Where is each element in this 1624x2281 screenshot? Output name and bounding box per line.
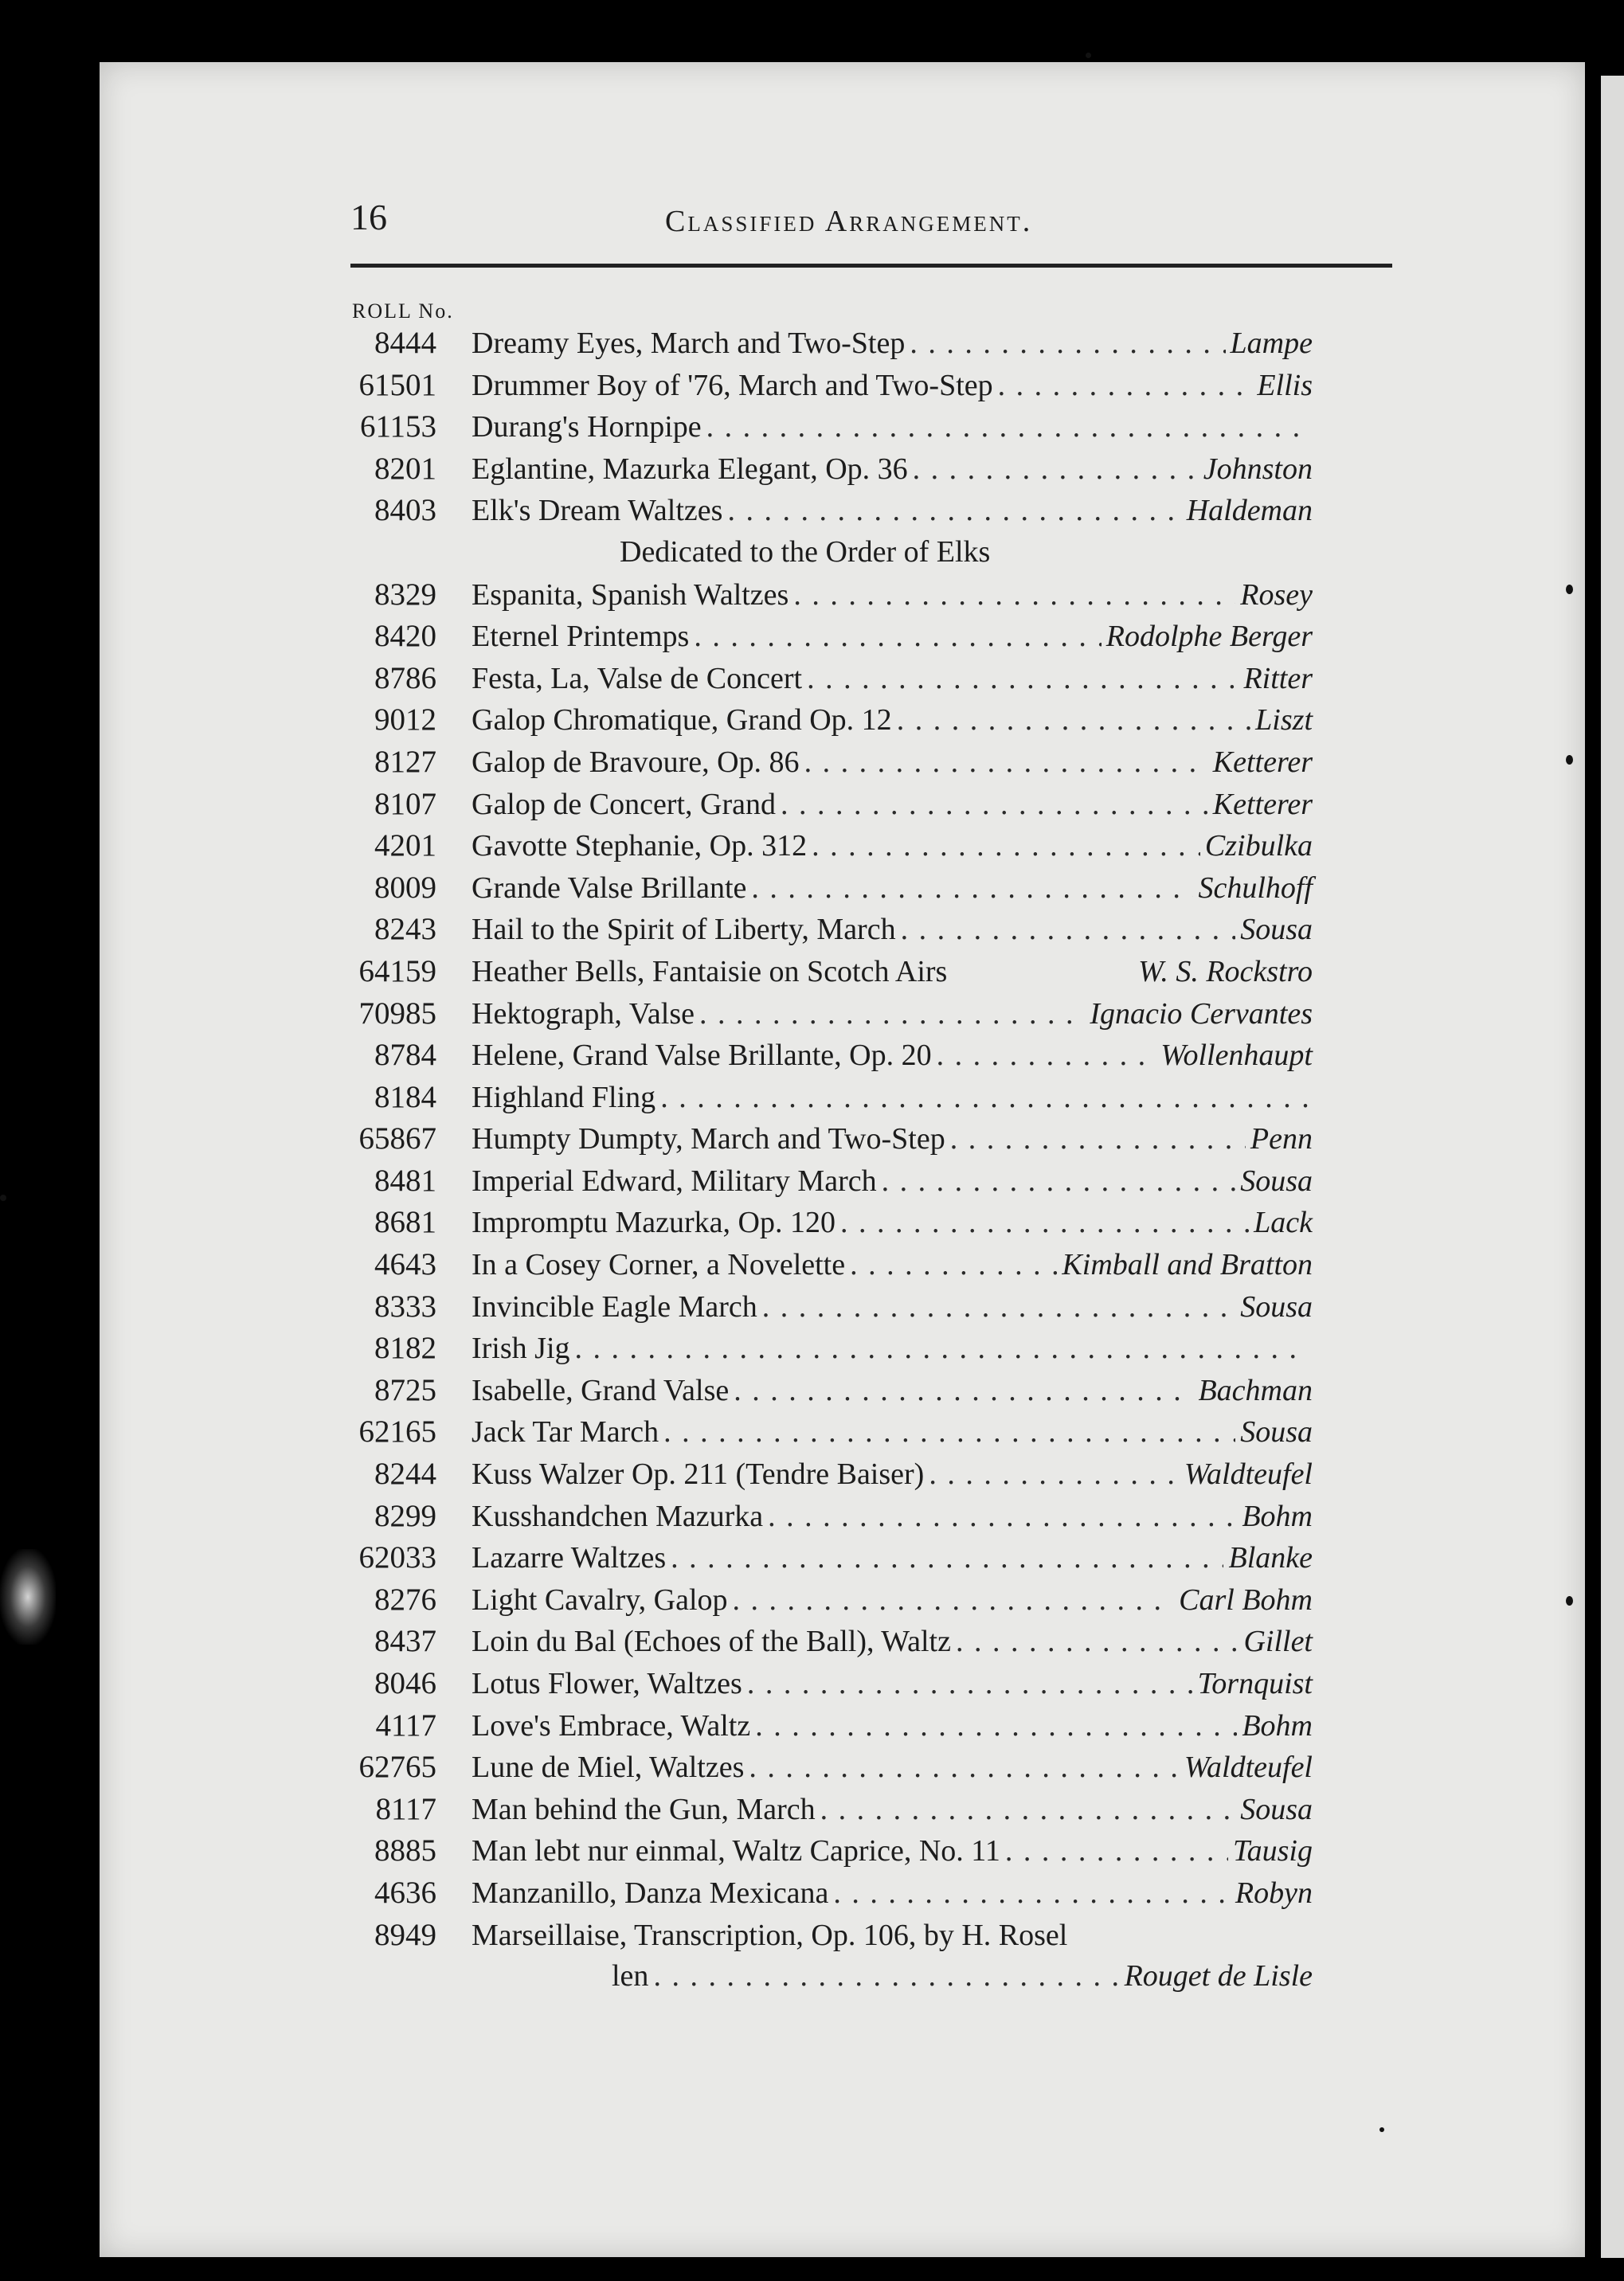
piece-title: Galop de Concert, Grand bbox=[472, 787, 776, 821]
piece-title: Kuss Walzer Op. 211 (Tendre Baiser) bbox=[472, 1457, 925, 1492]
piece-title: Dreamy Eyes, March and Two-Step bbox=[472, 327, 906, 360]
composer-name: Waldteufel bbox=[1184, 1457, 1313, 1492]
piece-title: Man lebt nur einmal, Waltz Caprice, No. 11 bbox=[472, 1834, 1000, 1868]
scan-speck bbox=[1086, 53, 1091, 58]
roll-number: 8784 bbox=[374, 1038, 436, 1073]
piece-title: Marseillaise, Transcription, Op. 106, by H. Rosel bbox=[472, 1918, 1068, 1952]
piece-title: Festa, La, Valse de Concert bbox=[472, 661, 803, 695]
catalog-entry bbox=[341, 1833, 1313, 1875]
running-head: Classified Arrangement. bbox=[665, 205, 1033, 238]
composer-name: Bohm bbox=[1242, 1708, 1313, 1743]
roll-number: 8481 bbox=[374, 1163, 436, 1198]
roll-number: 8725 bbox=[374, 1372, 436, 1407]
catalog-entry bbox=[341, 1540, 1313, 1582]
dot-leader bbox=[882, 1164, 1236, 1199]
catalog-entry bbox=[341, 451, 1313, 493]
dot-leader bbox=[734, 1373, 1193, 1408]
catalog-entry bbox=[341, 409, 1313, 451]
composer-name: Lampe bbox=[1230, 327, 1313, 360]
roll-number: 8184 bbox=[374, 1079, 436, 1114]
scan-speck bbox=[1566, 755, 1573, 765]
dot-leader bbox=[768, 1499, 1237, 1534]
roll-number: 62033 bbox=[358, 1540, 436, 1575]
dot-leader bbox=[812, 828, 1200, 863]
dot-leader bbox=[653, 1958, 1119, 1993]
entry-dedication-note bbox=[341, 534, 1313, 577]
catalog-entry bbox=[341, 1079, 1313, 1121]
piece-title: Man behind the Gun, March bbox=[472, 1792, 816, 1826]
dot-leader bbox=[956, 1624, 1239, 1659]
roll-number: 8885 bbox=[374, 1833, 436, 1868]
catalog-entry bbox=[341, 953, 1313, 996]
composer-name: Bachman bbox=[1198, 1373, 1313, 1407]
dot-leader bbox=[793, 577, 1235, 612]
roll-number: 62765 bbox=[358, 1750, 436, 1785]
dot-leader bbox=[660, 1080, 1308, 1115]
catalog-entry bbox=[341, 660, 1313, 702]
roll-number: 4201 bbox=[374, 828, 436, 863]
piece-title: Eternel Printemps bbox=[472, 620, 690, 654]
catalog-entry bbox=[341, 1749, 1313, 1791]
piece-title: Light Cavalry, Galop bbox=[472, 1583, 728, 1617]
dot-leader bbox=[747, 1666, 1193, 1701]
entry-continuation bbox=[341, 1958, 1313, 2001]
piece-title: Galop de Bravoure, Op. 86 bbox=[472, 745, 800, 779]
roll-number: 8437 bbox=[374, 1624, 436, 1659]
roll-number: 8276 bbox=[374, 1582, 436, 1617]
composer-name: Blanke bbox=[1228, 1541, 1313, 1575]
composer-name: Sousa bbox=[1240, 913, 1313, 947]
dot-leader bbox=[840, 1205, 1249, 1240]
catalog-entry bbox=[341, 618, 1313, 660]
dot-leader bbox=[749, 1750, 1180, 1785]
piece-title: Invincible Eagle March bbox=[472, 1289, 757, 1324]
catalog-entry bbox=[341, 1498, 1313, 1540]
composer-name: Haldeman bbox=[1186, 494, 1313, 528]
piece-title: Espanita, Spanish Waltzes bbox=[472, 577, 789, 612]
piece-title: In a Cosey Corner, a Novelette bbox=[472, 1248, 846, 1282]
piece-title: Hail to the Spirit of Liberty, March bbox=[472, 913, 896, 947]
composer-name: Tausig bbox=[1233, 1834, 1313, 1868]
composer-name: W. S. Rockstro bbox=[1138, 954, 1313, 988]
piece-title: Highland Fling bbox=[472, 1080, 656, 1114]
page-number: 16 bbox=[350, 197, 387, 237]
dot-leader bbox=[833, 1876, 1231, 1911]
roll-number: 8107 bbox=[374, 786, 436, 821]
roll-number: 4117 bbox=[375, 1708, 436, 1743]
catalog-entry bbox=[341, 1204, 1313, 1246]
roll-number-column-label: ROLL No. bbox=[352, 299, 454, 323]
dot-leader bbox=[1005, 1833, 1228, 1868]
roll-number: 8329 bbox=[374, 577, 436, 612]
dot-leader bbox=[663, 1414, 1235, 1450]
scan-speck bbox=[1566, 585, 1573, 594]
catalog-entry bbox=[341, 786, 1313, 828]
roll-number: 8420 bbox=[374, 619, 436, 654]
composer-name: Bohm bbox=[1242, 1499, 1313, 1533]
dot-leader bbox=[762, 1289, 1235, 1324]
roll-number: 8333 bbox=[374, 1289, 436, 1324]
catalog-entry bbox=[341, 1582, 1313, 1624]
catalog-entry bbox=[341, 996, 1313, 1038]
piece-title: Galop Chromatique, Grand Op. 12 bbox=[472, 703, 892, 738]
catalog-entry bbox=[341, 1708, 1313, 1750]
composer-name: Gillet bbox=[1243, 1625, 1313, 1659]
roll-number: 8127 bbox=[374, 744, 436, 779]
scan-speck bbox=[1379, 2127, 1384, 2132]
catalog-entry bbox=[341, 1289, 1313, 1331]
piece-title: Jack Tar March bbox=[472, 1415, 659, 1450]
dot-leader bbox=[575, 1331, 1309, 1366]
dot-leader bbox=[998, 368, 1253, 403]
composer-name: Kimball and Bratton bbox=[1062, 1248, 1313, 1282]
dot-leader bbox=[950, 1121, 1246, 1156]
composer-name: Ketterer bbox=[1212, 787, 1313, 821]
piece-title: Eglantine, Mazurka Elegant, Op. 36 bbox=[472, 452, 908, 486]
dot-leader bbox=[804, 745, 1208, 780]
piece-title: Drummer Boy of '76, March and Two-Step bbox=[472, 368, 993, 402]
dot-leader bbox=[910, 326, 1225, 361]
catalog-entry-list bbox=[341, 325, 1313, 2001]
roll-number: 4636 bbox=[374, 1875, 436, 1910]
piece-title: Durang's Hornpipe bbox=[472, 410, 702, 444]
piece-title: Gavotte Stephanie, Op. 312 bbox=[472, 829, 808, 863]
piece-title: Impromptu Mazurka, Op. 120 bbox=[472, 1206, 835, 1240]
catalog-entry bbox=[341, 1121, 1313, 1163]
piece-title: Lazarre Waltzes bbox=[472, 1541, 667, 1575]
piece-title: Helene, Grand Valse Brillante, Op. 20 bbox=[472, 1039, 932, 1073]
catalog-entry bbox=[341, 1163, 1313, 1205]
piece-title: Dedicated to the Order of Elks bbox=[620, 534, 991, 569]
composer-name: Schulhoff bbox=[1198, 871, 1313, 905]
piece-title: len bbox=[612, 1959, 649, 1993]
composer-name: Lack bbox=[1254, 1206, 1313, 1240]
roll-number: 8403 bbox=[374, 493, 436, 528]
scanner-glare bbox=[0, 1549, 56, 1645]
composer-name: Rosey bbox=[1240, 577, 1313, 612]
composer-name: Rouget de Lisle bbox=[1124, 1959, 1313, 1993]
roll-number: 8243 bbox=[374, 912, 436, 947]
composer-name: Tornquist bbox=[1197, 1667, 1313, 1700]
dot-leader bbox=[751, 871, 1193, 906]
piece-title: Isabelle, Grand Valse bbox=[472, 1373, 730, 1407]
composer-name: Sousa bbox=[1240, 1415, 1313, 1450]
dot-leader bbox=[727, 493, 1181, 528]
catalog-entry bbox=[341, 1623, 1313, 1665]
catalog-entry bbox=[341, 702, 1313, 744]
composer-name: Robyn bbox=[1235, 1876, 1313, 1910]
catalog-entry bbox=[341, 1875, 1313, 1917]
catalog-entry bbox=[341, 911, 1313, 953]
piece-title: Irish Jig bbox=[472, 1332, 570, 1366]
catalog-entry bbox=[341, 827, 1313, 870]
piece-title: Hektograph, Valse bbox=[472, 996, 695, 1031]
composer-name: Sousa bbox=[1240, 1164, 1313, 1198]
dot-leader bbox=[913, 452, 1199, 487]
next-page-edge bbox=[1601, 76, 1624, 2258]
catalog-entry bbox=[341, 492, 1313, 534]
roll-number: 8444 bbox=[374, 326, 436, 360]
piece-title: Kusshandchen Mazurka bbox=[472, 1499, 764, 1533]
dot-leader bbox=[781, 787, 1208, 822]
dot-leader bbox=[755, 1708, 1237, 1743]
roll-number: 8681 bbox=[374, 1205, 436, 1240]
dot-leader bbox=[850, 1247, 1057, 1282]
roll-number: 64159 bbox=[358, 953, 436, 988]
roll-number: 4643 bbox=[374, 1247, 436, 1282]
dot-leader bbox=[897, 702, 1250, 738]
roll-number: 9012 bbox=[374, 702, 436, 738]
catalog-entry bbox=[341, 367, 1313, 409]
roll-number: 8949 bbox=[374, 1917, 436, 1952]
roll-number: 62165 bbox=[358, 1414, 436, 1450]
scan-speck bbox=[1566, 1596, 1573, 1606]
dot-leader bbox=[706, 409, 1308, 444]
catalog-entry bbox=[341, 1665, 1313, 1708]
composer-name: Czibulka bbox=[1204, 829, 1313, 863]
dot-leader bbox=[807, 661, 1239, 696]
composer-name: Waldteufel bbox=[1184, 1751, 1313, 1785]
composer-name: Wollenhaupt bbox=[1160, 1039, 1313, 1073]
composer-name: Rodolphe Berger bbox=[1105, 620, 1313, 654]
catalog-entry bbox=[341, 1246, 1313, 1289]
roll-number: 65867 bbox=[358, 1121, 436, 1156]
dot-leader bbox=[699, 996, 1085, 1031]
piece-title: Humpty Dumpty, March and Two-Step bbox=[472, 1122, 945, 1156]
composer-name: Ignacio Cervantes bbox=[1090, 996, 1313, 1031]
composer-name: Ketterer bbox=[1212, 745, 1313, 779]
piece-title: Lotus Flower, Waltzes bbox=[472, 1667, 742, 1700]
catalog-entry bbox=[341, 870, 1313, 912]
scan-speck bbox=[0, 1195, 6, 1201]
composer-name: Carl Bohm bbox=[1179, 1583, 1313, 1617]
piece-title: Love's Embrace, Waltz bbox=[472, 1708, 751, 1743]
composer-name: Liszt bbox=[1255, 703, 1313, 738]
dot-leader bbox=[694, 619, 1101, 654]
composer-name: Ritter bbox=[1243, 661, 1313, 695]
roll-number: 8299 bbox=[374, 1498, 436, 1533]
catalog-entry bbox=[341, 1791, 1313, 1833]
composer-name: Penn bbox=[1250, 1122, 1313, 1156]
dot-leader bbox=[901, 912, 1236, 947]
dot-leader bbox=[929, 1457, 1180, 1492]
composer-name: Sousa bbox=[1240, 1792, 1313, 1826]
dot-leader bbox=[733, 1583, 1175, 1618]
catalog-entry bbox=[341, 1456, 1313, 1498]
piece-title: Elk's Dream Waltzes bbox=[472, 494, 723, 528]
dot-leader bbox=[820, 1792, 1236, 1827]
roll-number: 61501 bbox=[358, 367, 436, 402]
composer-name: Ellis bbox=[1257, 368, 1313, 402]
piece-title: Loin du Bal (Echoes of the Ball), Waltz bbox=[472, 1625, 951, 1659]
catalog-entry bbox=[341, 744, 1313, 786]
composer-name: Johnston bbox=[1203, 452, 1313, 486]
catalog-entry bbox=[341, 577, 1313, 619]
catalog-entry bbox=[341, 1414, 1313, 1456]
dot-leader bbox=[671, 1540, 1223, 1575]
catalog-entry bbox=[341, 1372, 1313, 1414]
roll-number: 61153 bbox=[359, 409, 436, 444]
roll-number: 8244 bbox=[374, 1457, 436, 1492]
piece-title: Grande Valse Brillante bbox=[472, 871, 747, 905]
roll-number: 8046 bbox=[374, 1666, 436, 1700]
roll-number: 8009 bbox=[374, 870, 436, 905]
header-rule bbox=[350, 264, 1392, 268]
catalog-entry bbox=[341, 1917, 1313, 1959]
roll-number: 8201 bbox=[374, 451, 436, 486]
roll-number: 8117 bbox=[375, 1791, 436, 1826]
dot-leader bbox=[937, 1038, 1156, 1073]
roll-number: 70985 bbox=[358, 996, 436, 1031]
catalog-entry bbox=[341, 1330, 1313, 1372]
piece-title: Heather Bells, Fantaisie on Scotch Airs bbox=[472, 954, 948, 988]
catalog-entry bbox=[341, 1037, 1313, 1079]
roll-number: 8786 bbox=[374, 660, 436, 695]
catalog-entry bbox=[341, 325, 1313, 367]
composer-name: Sousa bbox=[1240, 1289, 1313, 1324]
piece-title: Imperial Edward, Military March bbox=[472, 1164, 877, 1198]
piece-title: Lune de Miel, Waltzes bbox=[472, 1751, 745, 1785]
piece-title: Manzanillo, Danza Mexicana bbox=[472, 1876, 829, 1910]
roll-number: 8182 bbox=[374, 1331, 436, 1366]
